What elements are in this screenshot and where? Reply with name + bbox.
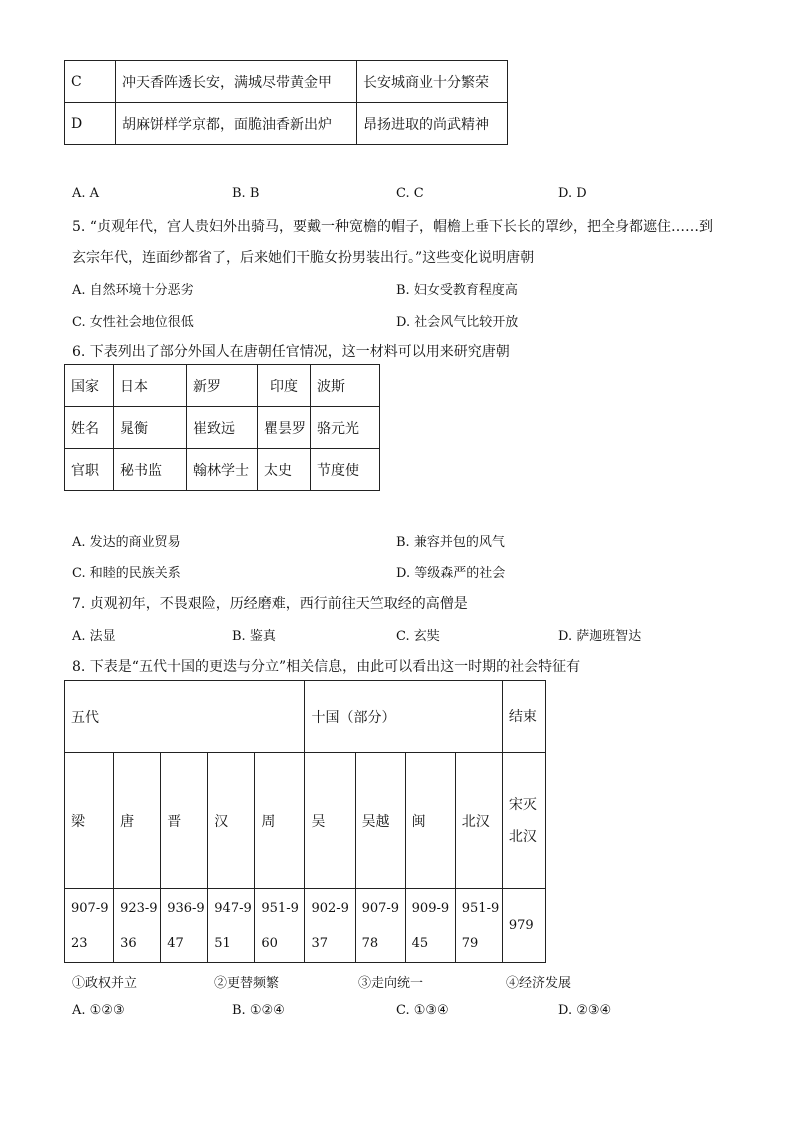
q5-option-c[interactable]: C. 女性社会地位很低 xyxy=(72,315,194,330)
table-cell: 日本 xyxy=(114,365,187,407)
q8-stem: 8. 下表是“五代十国的更迭与分立”相关信息，由此可以看出这一时期的社会特征有 xyxy=(72,659,581,675)
table-cell: 太史 xyxy=(258,449,311,491)
q6-option-c[interactable]: C. 和睦的民族关系 xyxy=(72,566,181,581)
regime-years: 951-960 xyxy=(255,889,305,963)
q6-stem: 6. 下表列出了部分外国人在唐朝任官情况，这一材料可以用来研究唐朝 xyxy=(72,344,510,360)
regime-years: 947-951 xyxy=(208,889,255,963)
table-cell: D xyxy=(65,103,116,145)
regime-years: 909-945 xyxy=(405,889,455,963)
q6-table xyxy=(64,364,380,491)
table-cell: 冲天香阵透长安，满城尽带黄金甲 xyxy=(116,61,357,103)
regime-name: 吴 xyxy=(305,753,355,889)
q7-option-b[interactable]: B. 鉴真 xyxy=(232,629,276,644)
table-cell: 骆元光 xyxy=(311,407,380,449)
q5-stem-line1: 5. “贞观年代，宫人贵妇外出骑马，要戴一种宽檐的帽子，帽檐上垂下长长的罩纱，把全身都遮住……到 xyxy=(72,219,713,235)
table-cell: 姓名 xyxy=(65,407,114,449)
table-cell: 晁衡 xyxy=(114,407,187,449)
statement-2: ②更替频繁 xyxy=(214,976,280,991)
table-cell: 节度使 xyxy=(311,449,380,491)
table-cell: 昂扬进取的尚武精神 xyxy=(357,103,508,145)
table-cell: 瞿昙罗 xyxy=(258,407,311,449)
table-cell: 秘书监 xyxy=(114,449,187,491)
table-cell: C xyxy=(65,61,116,103)
regime-years: 923-936 xyxy=(114,889,161,963)
q5-option-d[interactable]: D. 社会风气比较开放 xyxy=(396,315,519,330)
regime-name: 汉 xyxy=(208,753,255,889)
regime-name: 唐 xyxy=(114,753,161,889)
wudai-header: 五代 xyxy=(65,681,305,753)
q5-option-a[interactable]: A. 自然环境十分恶劣 xyxy=(72,283,194,298)
table-cell: 国家 xyxy=(65,365,114,407)
table-cell: 崔致远 xyxy=(187,407,258,449)
q4-table xyxy=(64,60,508,145)
q7-option-c[interactable]: C. 玄奘 xyxy=(396,629,440,644)
table-cell: 胡麻饼样学京都，面脆油香新出炉 xyxy=(116,103,357,145)
q7-option-a[interactable]: A. 法显 xyxy=(72,629,116,644)
q6-option-a[interactable]: A. 发达的商业贸易 xyxy=(72,535,181,550)
regime-years: 902-937 xyxy=(305,889,355,963)
q5-stem-line2: 玄宗年代，连面纱都省了，后来她们干脆女扮男装出行。”这些变化说明唐朝 xyxy=(72,250,535,266)
q8-option-c[interactable]: C. ①③④ xyxy=(396,1003,449,1018)
q5-option-b[interactable]: B. 妇女受教育程度高 xyxy=(396,283,518,298)
regime-name: 梁 xyxy=(65,753,114,889)
table-cell: 新罗 xyxy=(187,365,258,407)
table-cell: 官职 xyxy=(65,449,114,491)
option-b[interactable]: B. B xyxy=(232,186,260,201)
statement-1: ①政权并立 xyxy=(72,976,138,991)
end-year: 979 xyxy=(502,889,545,963)
regime-name: 闽 xyxy=(405,753,455,889)
option-d[interactable]: D. D xyxy=(558,186,587,201)
q6-option-d[interactable]: D. 等级森严的社会 xyxy=(396,566,506,581)
q8-table xyxy=(64,680,546,963)
regime-years: 951-979 xyxy=(455,889,502,963)
q7-stem: 7. 贞观初年，不畏艰险，历经磨难，西行前往天竺取经的高僧是 xyxy=(72,596,468,612)
shiguo-header: 十国（部分） xyxy=(305,681,502,753)
option-a[interactable]: A. A xyxy=(72,186,100,201)
q7-option-d[interactable]: D. 萨迦班智达 xyxy=(558,629,642,644)
q8-option-a[interactable]: A. ①②③ xyxy=(72,1003,125,1018)
table-cell: 波斯 xyxy=(311,365,380,407)
q6-option-b[interactable]: B. 兼容并包的风气 xyxy=(396,535,505,550)
regime-years: 936-947 xyxy=(161,889,208,963)
regime-name: 吴越 xyxy=(355,753,405,889)
statement-4: ④经济发展 xyxy=(506,976,572,991)
q8-option-d[interactable]: D. ②③④ xyxy=(558,1003,612,1018)
table-cell: 印度 xyxy=(258,365,311,407)
end-name: 宋灭北汉 xyxy=(502,753,545,889)
statement-3: ③走向统一 xyxy=(358,976,424,991)
regime-name: 周 xyxy=(255,753,305,889)
table-cell: 长安城商业十分繁荣 xyxy=(357,61,508,103)
option-c[interactable]: C. C xyxy=(396,186,424,201)
table-cell: 翰林学士 xyxy=(187,449,258,491)
q8-option-b[interactable]: B. ①②④ xyxy=(232,1003,285,1018)
end-header: 结束 xyxy=(502,681,545,753)
regime-years: 907-923 xyxy=(65,889,114,963)
regime-name: 晋 xyxy=(161,753,208,889)
regime-name: 北汉 xyxy=(455,753,502,889)
regime-years: 907-978 xyxy=(355,889,405,963)
